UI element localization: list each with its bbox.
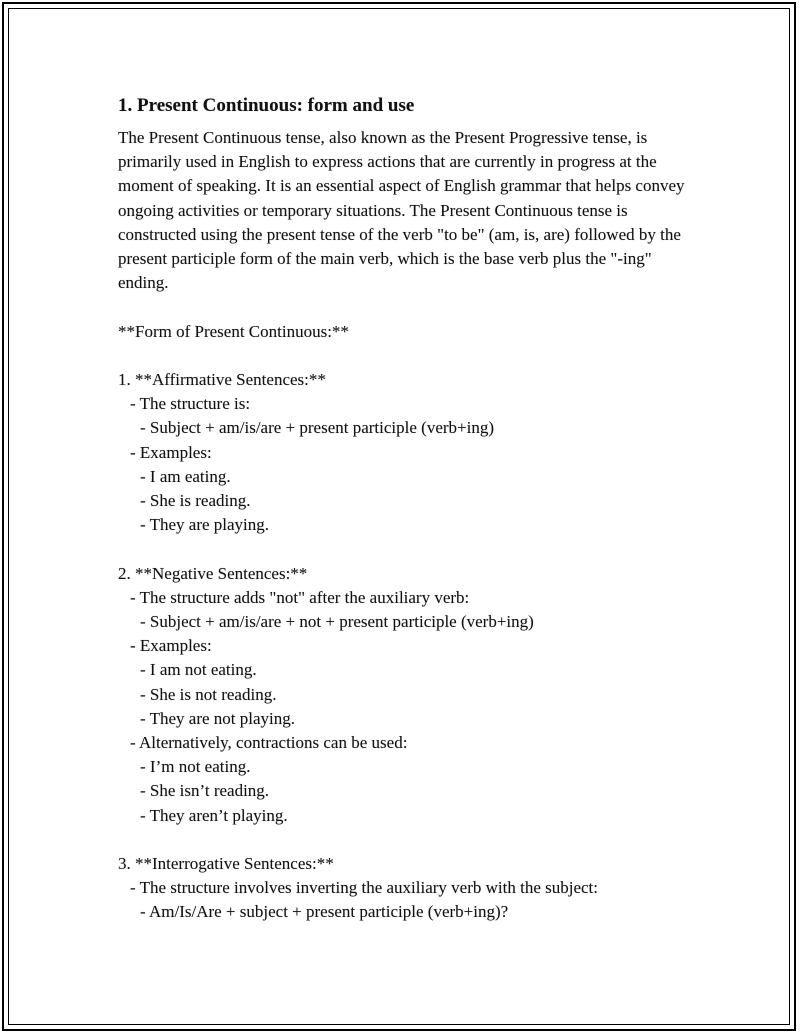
spacer	[118, 828, 688, 852]
affirmative-structure-label: - The structure is:	[130, 394, 251, 414]
negative-example: - She is not reading.	[140, 684, 277, 704]
intro-paragraph: The Present Continuous tense, also known as the Present Progressive tense, is primarily used in English to express actions that are currently in progress at the moment of speaking. It is an essential aspect of English grammar that helps convey ongoing activities or temporary situations. The Present Continuous tense is constructed using the present tense of the verb "to be" (am, is, are) followed by the present participle form of the main verb, which is the base verb plus the "-ing" ending.	[118, 128, 685, 293]
negative-example: - I am not eating.	[140, 660, 257, 680]
negative-examples-label: - Examples:	[130, 636, 212, 656]
document-body	[118, 92, 688, 925]
negative-structure-label: - The structure adds "not" after the auxiliary verb:	[130, 587, 470, 607]
affirmative-title: 1. **Affirmative Sentences:**	[118, 370, 326, 389]
interrogative-structure: - Am/Is/Are + subject + present participle (verb+ing)?	[140, 902, 509, 922]
spacer	[118, 537, 688, 561]
negative-example: - They are not playing.	[140, 708, 296, 728]
spacer	[118, 295, 688, 319]
affirmative-example: - They are playing.	[140, 515, 270, 535]
contraction-example: - She isn’t reading.	[140, 781, 270, 801]
contractions-label: - Alternatively, contractions can be used:	[130, 733, 408, 753]
interrogative-structure-label: - The structure involves inverting the auxiliary verb with the subject:	[130, 878, 599, 898]
affirmative-example: - She is reading.	[140, 491, 251, 511]
spacer	[118, 344, 688, 368]
contraction-example: - They aren’t playing.	[140, 805, 288, 825]
affirmative-structure: - Subject + am/is/are + present participle (verb+ing)	[140, 418, 495, 438]
section-heading: 1. Present Continuous: form and use	[118, 95, 415, 116]
interrogative-title: 3. **Interrogative Sentences:**	[118, 854, 334, 874]
negative-structure: - Subject + am/is/are + not + present participle (verb+ing)	[140, 612, 534, 632]
contraction-example: - I’m not eating.	[140, 757, 251, 777]
affirmative-example: - I am eating.	[140, 466, 231, 486]
negative-title: 2. **Negative Sentences:**	[118, 563, 308, 583]
affirmative-examples-label: - Examples:	[130, 442, 212, 462]
form-heading: **Form of Present Continuous:**	[118, 321, 349, 341]
